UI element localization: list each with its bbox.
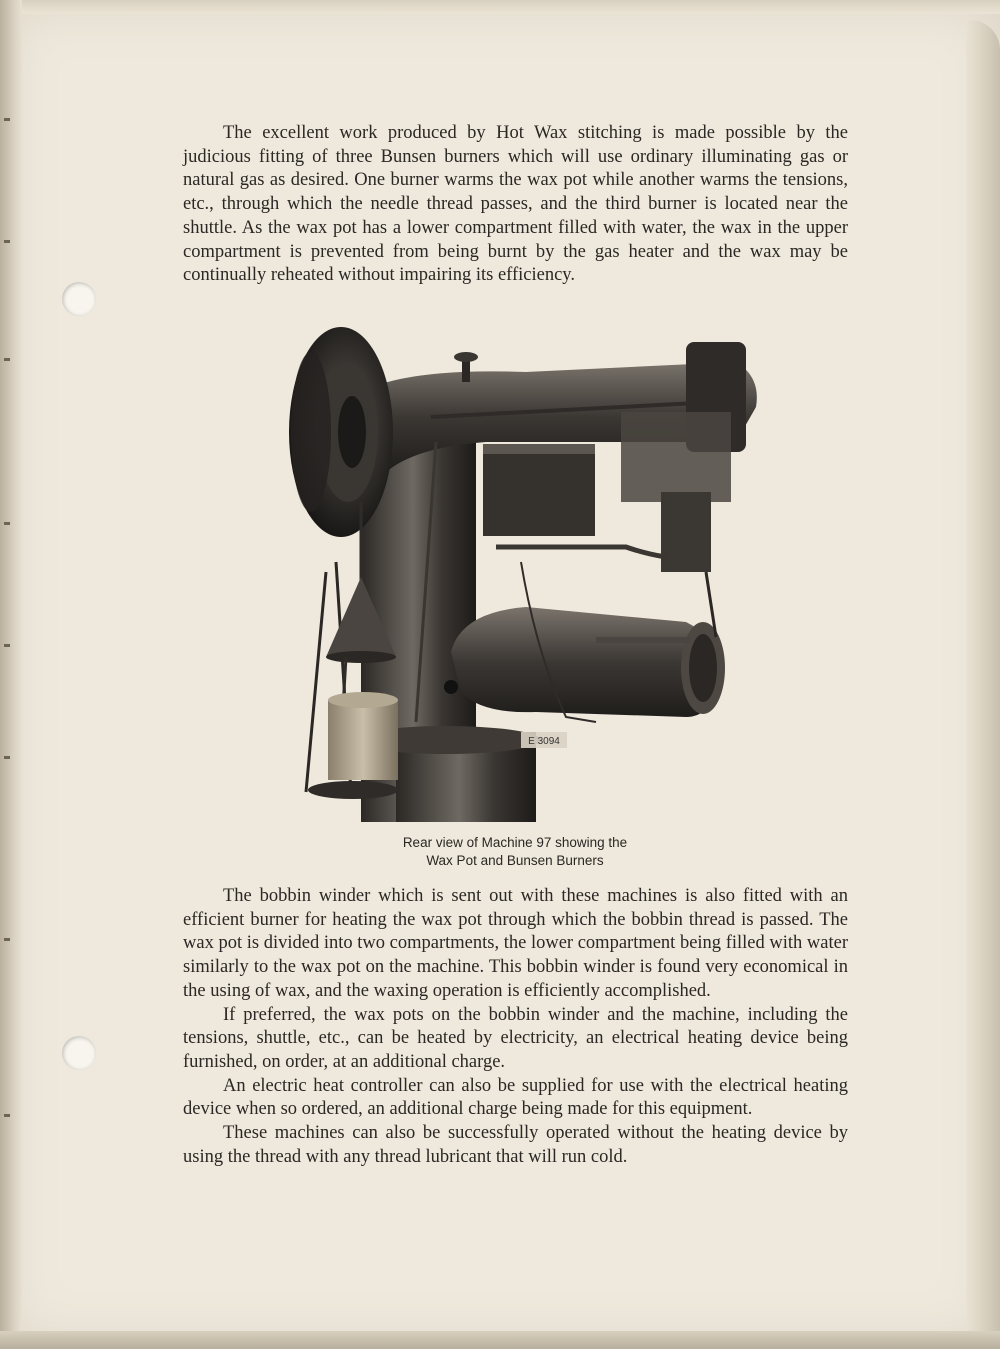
caption-line: Rear view of Machine 97 showing the [402, 835, 628, 850]
binding-stitch [4, 358, 10, 361]
punch-hole [62, 1036, 96, 1070]
intro-text [183, 122, 848, 288]
body-text [183, 885, 848, 1169]
paragraph: The bobbin winder which is sent out with these machines is also fitted with an efficient burner for heating the wax pot through which the bobbin thread is passed. The wax pot is divided into two compartments, the lower compartment being filled with water similarly to the wax pot on the machine. This bobbin winder is found very economical in the using of wax, and the waxing operation is efficiently accomplished. [183, 886, 848, 1001]
binding-stitch [4, 938, 10, 941]
paragraph: The excellent work produced by Hot Wax stitching is made possible by the judicious fitting of three Bunsen burners which will use ordinary illuminating gas or natural gas as desired. One burner warms the wax pot while another warms the tensions, etc., through which the needle thread passes, and the third burner is located near the shuttle. As the wax pot has a lower compartment filled with water, the wax in the upper compartment is prevented from being burnt by the gas heater and the wax may be continually reheated without impairing its efficiency. [183, 123, 848, 286]
binding-strip [0, 0, 22, 1349]
page-top-edge [0, 0, 1000, 14]
punch-hole [62, 282, 96, 316]
binding-stitch [4, 240, 10, 243]
binding-stitch [4, 756, 10, 759]
paragraph: These machines can also be successfully operated without the heating device by using the thread with any thread lubricant that will run cold. [183, 1123, 848, 1167]
plate-label: E 3094 [528, 736, 560, 747]
caption-line: Wax Pot and Bunsen Burners [426, 853, 604, 868]
binding-stitch [4, 522, 10, 525]
paragraph: If preferred, the wax pots on the bobbin winder and the machine, including the tensions, shuttle, etc., can be heated by electricity, an electrical heating device being furnished, on order, at an additional charge. [183, 1004, 848, 1072]
binding-stitch [4, 118, 10, 121]
binding-stitch [4, 1114, 10, 1117]
figure-caption [300, 834, 730, 870]
machine-illustration [266, 322, 766, 822]
machine-97-drawing [266, 322, 766, 822]
paragraph: An electric heat controller can also be supplied for use with the electrical heating device when so ordered, an additional charge being made for this equipment. [183, 1075, 848, 1120]
page-bottom-edge [0, 1331, 1000, 1349]
page-right-edge [966, 20, 1000, 1349]
binding-stitch [4, 644, 10, 647]
